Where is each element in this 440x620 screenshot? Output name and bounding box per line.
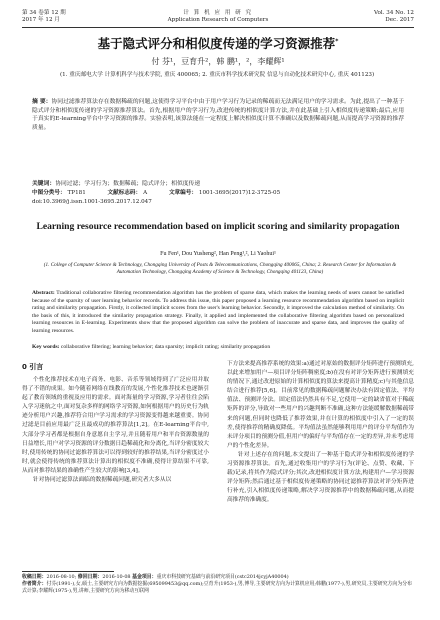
keywords-cn-label: 关键词： [32,181,56,187]
classification-row [32,189,404,197]
volume-issue-en: Vol. 34 No. 12 [374,10,414,16]
body-column-left [22,360,209,485]
date-en: Dec. 2017 [385,17,414,23]
body-paragraph: 针对协同过滤算法面临的数据稀疏问题,研究者大多从以 [33,477,172,484]
title-footnote-mark: * [335,38,339,45]
footnote-rule [22,571,114,572]
authors-en: Fu Fen¹, Dou Yusheng², Han Peng¹,², Li Yaohui¹ [160,251,276,257]
doc-code-value: A [143,190,148,196]
abstract-cn [32,98,404,132]
keywords-cn-text: 协同过滤；学习行为；数据稀疏；隐式评分；相似度传递 [55,181,201,187]
body-paragraph: 个性化推荐技术在电子商务、电影、音乐等领域得到了广泛应用并取得了不错的成果。如今随着网络在线教育的发展,个性化推荐技术也逐渐引起了教育领域的重视及应用的需求。面对海量的学习资源,学习者往往会陷入学习迷航之中,面对复杂多样的网络学习资源,如何根据用户的历史行为轨迹分析用户兴趣,推荐符合用户学习需求的学习资源变得越来越重要。协同过滤是目前应用最广泛且最成功的推荐算法[1,2]。在E-learning平台中,大部分学习者都是根据自身意愿自主学习,并且随着用户和平台资源数量的日益增长,用户对学习资源的评分数据日趋稀疏化和分离化,当评分密度较大时,使用传统的协同过滤推荐算法可以得到较好的推荐结果,当评分密度过小时,就会使得传统的推荐算法计算出的相似度不准确,使得计算结果不可靠,从而对推荐结果的准确性产生较大的影响[3,4]。 [22,377,209,474]
abstract-en-text: Traditional collaborative filtering recommendation algorithm has the problem of sparse data, which makes the learning needs of users cannot be satisfied because of the sparsity of user learning behavior records. To address this issue, this paper proposed a learning resource recommendation algorithm based on implicit rating and similarity propagation. Firstly, it collected implicit scores from the user's learning behavior. Secondly, it improved the calculation method of similarity. On the basis of this, it introduced the similarity propagation strategy. Finally, it applied and implemented the collaborative filtering algorithm based on personalized learning resources in E-learning. Experiments show that the proposed algorithm can solve the problem of inaccurate and sparse data, and improves the quality of learning resources. [32,290,404,334]
body-column-right [227,360,414,506]
received-date: 2016-08-10 [46,574,75,580]
abstract-cn-text: 协同过滤推荐算法存在数据稀疏的问题,这使得学习平台中由于用户学习行为记录的稀疏而无法满足用户的学习需求。为此,提出了一种基于隐式评分和相似度传递的学习资源推荐算法。首先,根据用户的学习行为,改进传统的相似度计算方法,并在此基础上引入相似度传递策略;最后,应用于真实的E-learning平台中学习资源的推荐。实验表明,该算法能在一定程度上解决相似度计算不准确以及数据稀疏问题,从而提高学习资源的推荐质量。 [32,99,404,131]
class-value: TP181 [67,190,86,196]
footnote-dates: 收稿日期：2016-08-10; 修回日期：2016-10-08 基金项目：重庆市科技研究基础与前沿研究项目(cstc2014jcyjA40004) [22,574,289,580]
article-number-value: 1001-3695(2017)12-3725-05 [198,190,281,196]
paper-title-cn [22,34,414,52]
keywords-en [32,344,404,352]
keywords-en-text: collaborative filtering; learning behavior; data sparsity; implicit rating; similarity propagation [60,344,271,350]
keywords-cn [32,180,404,188]
section-heading-introduction: 0 引言 [22,363,44,371]
class-label: 中图分类号： [32,190,66,196]
authors-cn: 付 芬¹，豆育升²，韩 鹏¹，²，李耀辉¹ [151,57,285,66]
journal-name-cn: 计 算 机 应 用 研 究 [183,10,253,16]
revised-label: 修回日期： [77,574,103,580]
journal-name-en: Application Research of Computers [167,17,269,23]
abstract-en [32,290,404,336]
footnote [22,574,414,595]
footnote-bio [22,581,414,595]
keywords-en-label: Key words: [32,344,60,350]
bio-text: 付芬(1991-),女,硕士,主要研究方向为数据挖掘(695099453@qq.com);豆育升(1953-),男,博导,主要研究方向为计算机应用;韩鹏(1977-),男,研究员,主要研究方向为分布式计算;李耀辉(1975-),男,讲师,主要研究方向为移动互联网 [22,581,412,594]
doc-code-label: 文献标志码： [107,190,142,196]
fund-text: 重庆市科技研究基础与前沿研究项目(cstc2014jcyjA40004) [156,574,289,580]
article-number-label: 文章编号： [168,190,197,196]
bio-label: 作者简介： [22,581,47,587]
title-cn-text: 基于隐式评分和相似度传递的学习资源推荐 [97,36,336,52]
volume-issue-cn: 第 34 卷第 12 期 [22,10,66,16]
abstract-en-label: Abstract: [32,290,55,296]
abstract-cn-label: 摘 要： [32,99,52,105]
affiliations-cn: (1. 重庆邮电大学 计算机科学与技术学院, 重庆 400065; 2. 重庆市科学技术研究院 信息与自动化技术研究中心, 重庆 401123) [60,72,375,78]
affiliations-en: (1. College of Computer Science & Technology, Chongqing University of Posts & Telecommunications, Chongqing 400065, China; 2. Research Center for Information & Automation Technology, Chongqing Academy of Science & Technology, Chongqing 401123, China) [43,262,397,275]
date-cn: 2017 年 12 月 [22,17,60,23]
journal-name [22,10,414,24]
received-label: 收稿日期： [22,574,47,580]
paper-title-en: Learning resource recommendation based on implicit scoring and similarity propagation [36,221,400,232]
journal-volume-info-en [374,10,414,24]
running-header [22,8,414,30]
doi[interactable]: doi:10.3969/j.issn.1001-3695.2017.12.047 [32,199,152,205]
header-rule [22,27,414,28]
body-paragraph: 针对上述存在的问题,本文提出了一种基于隐式评分和相似度传递的学习资源推荐算法。首先,通过收集用户的学习行为(评论、点赞、收藏、下载)记录,将其作为隐式评分;其次,改进相似度计算方法,构建用户—学习资源评分矩阵;然后通过基于相似度传递策略的协同过滤推荐算法对评分矩阵进行补充,引入相似度传递策略,解决学习资源推荐中的数据稀疏问题,从而提高推荐的准确度。 [227,451,414,504]
revised-date: 2016-10-08 [102,574,131,580]
body-paragraph: 下方法来提高推荐系统的效果:a)通过对原始的数据评分矩阵进行预测填充,以此来增加用户—项目评分矩阵稠密度;b)在没有对评分矩阵进行预测填充的情况下,通过改进原始的计算相似度的算法来提高计算精度;c)与其他信息结合进行推荐[5,6]。目前常见的数据稀疏问题解决办法有固定值法、平均值法、预测评分法。固定值法仍然具有不足,它使用一定的缺省值对于稀疏矩阵的评分,导致对一些用户的兴趣判断不准确,这种方法能缓解数据稀疏带来的问题,但同时也降低了推荐效果,并在计算的相似度中引入了一定的误差,使得推荐的精确度降低。平均值法虽然能够利用用户的评分平均值作为未评分项目的预测分值,但用户的偏好与平均值存在一定的差异,并未考虑用户的个性化差异。 [227,361,414,449]
fund-label: 基金项目： [132,574,157,580]
